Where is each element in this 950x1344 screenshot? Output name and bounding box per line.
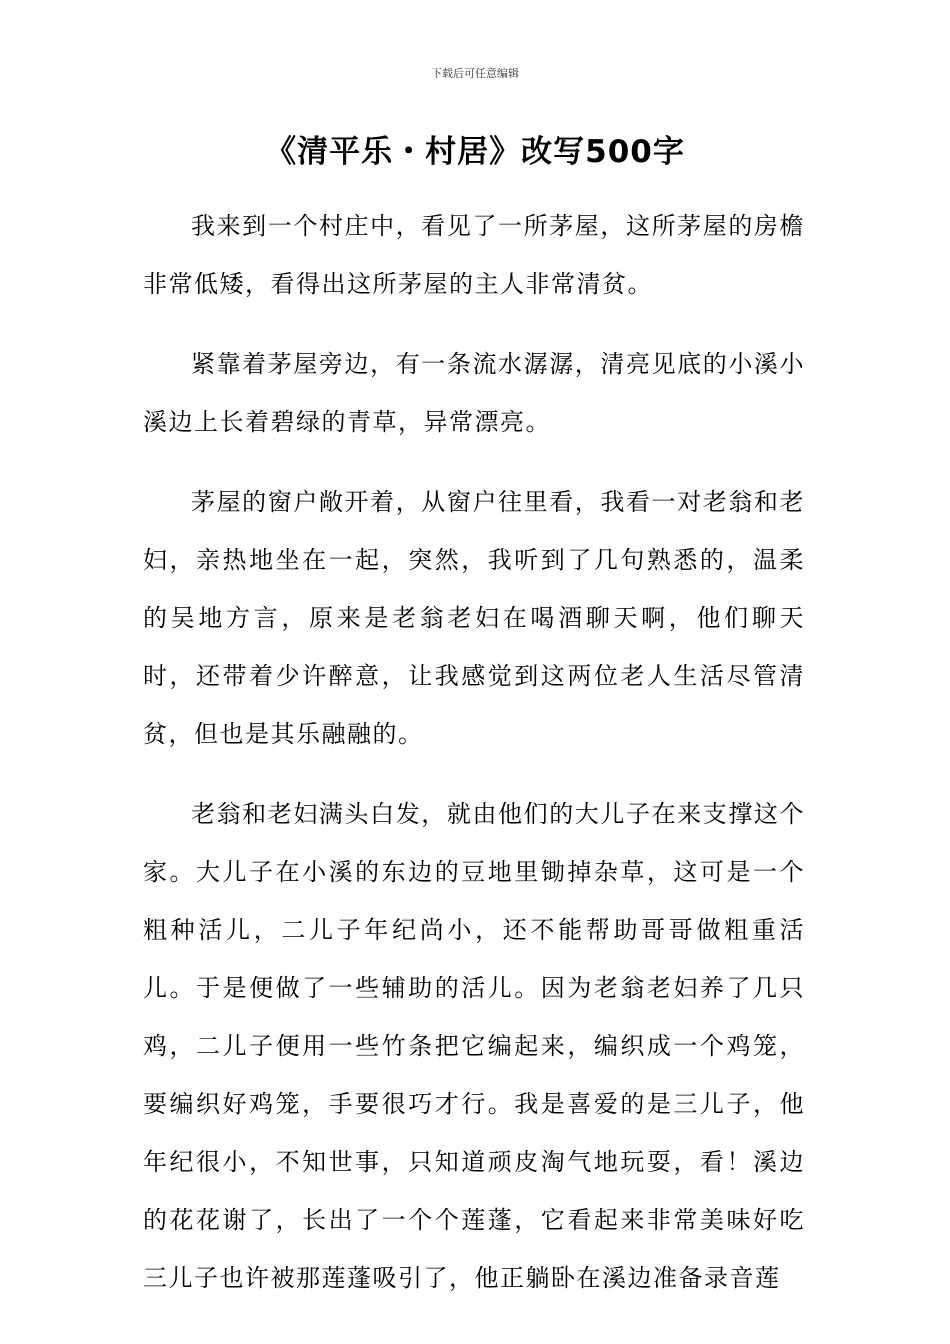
paragraph-4: 老翁和老妇满头白发，就由他们的大儿子在来支撑这个家。大儿子在小溪的东边的豆地里锄掉杂草，这可是一个粗种活儿，二儿子年纪尚小，还不能帮助哥哥做粗重活儿。于是便做了一些辅助的活儿。因为老翁老妇养了几只鸡，二儿子便用一些竹条把它编起来，编织成一个鸡笼，要编织好鸡笼，手要很巧才行。我是喜爱的是三儿子，他年纪很小，不知世事，只知道顽皮淘气地玩耍，看！溪边的花花谢了，长出了一个个莲蓬，它看起来非常美味好吃三儿子也许被那莲蓬吸引了，他正躺卧在溪边准备录音莲 xyxy=(143,800,805,1292)
paragraph-2: 紧靠着茅屋旁边，有一条流水潺潺，清亮见底的小溪小溪边上长着碧绿的青草，异常漂亮。 xyxy=(143,350,805,436)
paragraph-1: 我来到一个村庄中，看见了一所茅屋，这所茅屋的房檐非常低矮，看得出这所茅屋的主人非常清贫。 xyxy=(143,212,805,298)
document-body xyxy=(143,197,805,1307)
paragraph-3: 茅屋的窗户敞开着，从窗户往里看，我看一对老翁和老妇，亲热地坐在一起，突然，我听到了几句熟悉的，温柔的吴地方言，原来是老翁老妇在喝酒聊天啊，他们聊天时，还带着少许醉意，让我感觉到这两位老人生活尽管清贫，但也是其乐融融的。 xyxy=(143,488,805,748)
document-title: 《清平乐・村居》改写500字 xyxy=(265,134,685,170)
header-note: 下载后可任意编辑 xyxy=(431,67,519,80)
